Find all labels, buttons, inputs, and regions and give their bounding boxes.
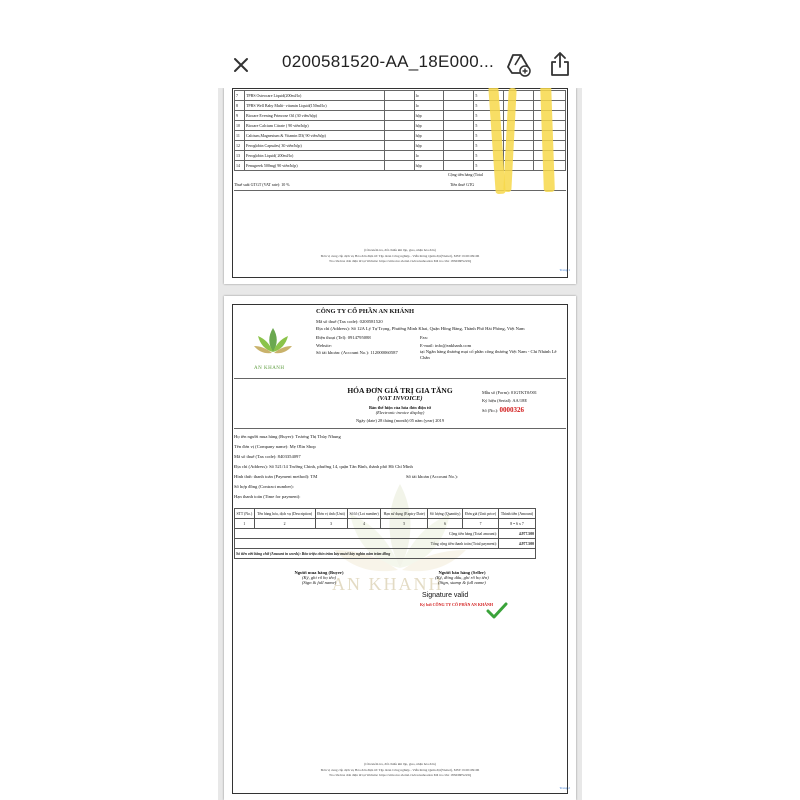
invoice-form: Mẫu số (Form): 01GTKT0/001 — [482, 390, 538, 395]
row-quantity: 5 — [474, 91, 504, 101]
total-amount: 4.977.500 — [498, 539, 535, 549]
row-quantity: 5 — [474, 101, 504, 111]
row-expiry — [444, 111, 474, 121]
row-number: 12 — [235, 141, 245, 151]
column-header: Đơn vị tính (Unit) — [315, 509, 347, 519]
table-words-row — [235, 549, 536, 559]
company-email: E-mail: info@ankhanh.com — [420, 342, 472, 348]
table-row — [235, 161, 566, 171]
invoice-number-label: Số (No.): — [482, 408, 499, 413]
row-expiry — [444, 141, 474, 151]
company-name: CÔNG TY CỔ PHẦN AN KHÁNH — [316, 308, 415, 315]
row-description: TPBS Osteocare Liquid(200ml/lo) — [244, 91, 384, 101]
invoice-page-2 — [224, 296, 576, 800]
row-number: 13 — [235, 151, 245, 161]
row-number: 10 — [235, 121, 245, 131]
display-label-en: (Electronic invoice display) — [375, 410, 425, 415]
row-unit: hộp — [414, 121, 444, 131]
buyer-tax-code: Mã số thuế (Tax code): 8403354097 — [234, 454, 301, 459]
row-unit: hộp — [414, 111, 444, 121]
column-header: Đơn giá (Unit price) — [463, 509, 499, 519]
row-expiry — [444, 161, 474, 171]
buyer-account: Số tài khoản (Account No.): — [406, 474, 458, 479]
add-to-drive-icon[interactable] — [504, 50, 532, 78]
row-quantity: 5 — [474, 151, 504, 161]
company-website: Website: — [316, 342, 332, 348]
row-number: 14 — [235, 161, 245, 171]
seller-sign-title: Người bán hàng (Seller) — [438, 570, 486, 575]
column-header: Số lượng (Quantity) — [427, 509, 462, 519]
row-description: Feroglobin Liquid( 200ml/lo) — [244, 151, 384, 161]
column-index: 3 — [315, 519, 347, 529]
footer-note: (Cần kiểm tra, đối chiếu khi lập, giao, nhận hóa đơn) — [364, 248, 436, 252]
row-unit: hộp — [414, 131, 444, 141]
row-lot — [384, 161, 414, 171]
row-number: 7 — [235, 91, 245, 101]
close-icon[interactable] — [228, 52, 254, 78]
row-lot — [384, 151, 414, 161]
invoice-title: HÓA ĐƠN GIÁ TRỊ GIA TĂNG — [347, 386, 453, 395]
company-info — [316, 318, 566, 360]
items-table — [234, 90, 566, 171]
page-number: Trang 2 — [559, 786, 570, 790]
row-quantity: 5 — [474, 141, 504, 151]
table-row — [235, 121, 566, 131]
divider — [234, 378, 566, 379]
footer-provider: Đơn vị cung cấp dịch vụ Hóa đơn điện tử: Tập đoàn Công nghiệp - Viễn thông Quân đội(Viettel), MST: 0100109106 — [320, 254, 480, 258]
document-viewer[interactable] — [218, 88, 582, 800]
buyer-sign-en: (Sign & full name) — [301, 580, 337, 585]
company-tax-code: Mã số thuế (Tax code): 0200581520 — [316, 319, 383, 324]
company-fax: Fax: — [420, 335, 429, 341]
column-index: 2 — [254, 519, 315, 529]
table-row — [235, 111, 566, 121]
row-quantity: 5 — [474, 121, 504, 131]
column-header: Tên hàng hóa, dịch vụ (Description) — [254, 509, 315, 519]
amount-in-words: Số tiền viết bằng chữ (Amount in words): Bốn triệu chín trăm bảy mươi bảy nghìn năm trăm đồng — [235, 549, 536, 559]
row-quantity: 5 — [474, 111, 504, 121]
row-description: Feroglobin Capsules( 30 viên/hộp) — [244, 141, 384, 151]
column-header: Thành tiền (Amount) — [498, 509, 535, 519]
logo-text: AN KHANH — [254, 366, 285, 371]
row-expiry — [444, 91, 474, 101]
column-index: 7 — [463, 519, 499, 529]
row-quantity: 5 — [474, 161, 504, 171]
top-bar — [0, 0, 800, 88]
row-number: 8 — [235, 101, 245, 111]
table-row — [235, 141, 566, 151]
table-subtotal-row — [235, 529, 536, 539]
row-unit: lo — [414, 151, 444, 161]
seller-sign-vi: (Ký, đóng dấu, ghi rõ họ tên) — [435, 575, 489, 580]
table-row — [235, 151, 566, 161]
invoice-page-1 — [224, 88, 576, 284]
buyer-sign-title: Người mua hàng (Buyer) — [294, 570, 344, 575]
signature-valid: Signature valid — [422, 592, 469, 599]
subtotal-label: Cộng tiền hàng (Total amount): — [235, 529, 499, 539]
row-description: Biocare Calcium Citrate ( 90 viên/hộp) — [244, 121, 384, 131]
row-lot — [384, 121, 414, 131]
contract-number: Số hợp đồng (Contract number): — [234, 484, 294, 489]
subtotal-amount: 4.977.500 — [498, 529, 535, 539]
payment-time: Hạn thanh toán (Time for payment): — [234, 494, 301, 499]
company-phone: Điện thoại (Tel): 0914795088 — [316, 335, 371, 341]
row-description: Calcium,Magnesium & Vitamin D3( 90 viên/hộp) — [244, 131, 384, 141]
row-unit: hộp — [414, 141, 444, 151]
display-label: Bản thể hiện của hóa đơn điện tử — [368, 405, 432, 410]
row-unit: hộp — [414, 161, 444, 171]
file-title: 0200581520-AA_18E000... — [282, 52, 495, 71]
column-index: 8 = 6 x 7 — [498, 519, 535, 529]
company-bank: tại Ngân hàng thương mại cổ phần công thương Việt Nam - Chi Nhánh Lê Chân — [420, 349, 557, 360]
column-index: 4 — [347, 519, 381, 529]
vat-rate-label: Thuế suất GTGT (VAT rate): 10 % — [234, 182, 290, 187]
invoice-date: Ngày (date) 28 tháng (month) 05 năm (year) 2019 — [355, 418, 445, 423]
table-total-row — [235, 539, 536, 549]
footer-note: (Cần kiểm tra, đối chiếu khi lập, giao, nhận hóa đơn) — [364, 762, 436, 766]
total-label: Tổng cộng tiền thanh toán (Total payment): — [235, 539, 499, 549]
invoice-serial: Ký hiệu (Serial): AA/18E — [482, 398, 527, 403]
page-number: Trang 1 — [559, 268, 570, 272]
row-expiry — [444, 131, 474, 141]
seller-sign-en: (Sign, stamp & full name) — [438, 580, 486, 585]
subtotal-label: Cộng tiền hàng (Total — [448, 172, 483, 177]
footer-provider: Đơn vị cung cấp dịch vụ Hóa đơn điện tử: Tập đoàn Công nghiệp - Viễn thông Quân đội(Viettel), MST: 0100109106 — [320, 768, 480, 772]
column-index: 5 — [381, 519, 427, 529]
share-icon[interactable] — [546, 50, 574, 78]
invoice-title-en: (VAT INVOICE) — [377, 395, 423, 402]
column-header: Hạn sử dụng (Expiry Date) — [381, 509, 427, 519]
company-logo-icon — [250, 322, 296, 368]
column-header: STT (No.) — [235, 509, 255, 519]
watermark-text: AN KHANH — [332, 574, 444, 594]
row-lot — [384, 111, 414, 121]
row-number: 9 — [235, 111, 245, 121]
seller-signature — [414, 570, 510, 585]
signed-by: Ký bởi CÔNG TY CỔ PHẦN AN KHÁNH — [420, 602, 493, 607]
row-lot — [384, 101, 414, 111]
row-lot — [384, 141, 414, 151]
row-expiry — [444, 101, 474, 111]
row-lot — [384, 131, 414, 141]
buyer-address: Địa chỉ (Address): Số 521/14 Trường Chinh, phường 14, quận Tân Bình, thành phố Hồ Chí Minh — [234, 464, 413, 469]
company-address: Địa chỉ (Address): Số 12A Lý Tự Trọng, Phường Minh Khai, Quận Hồng Bàng, Thành Phố Hải Phòng, Việt Nam — [316, 325, 525, 331]
footer-lookup: Tra cứu hóa đơn điện tử tại Website: https://sinvoice.viettel.vn/tracuuhoadon Mã tra cứu: 18XD6PS22IQ — [328, 259, 472, 263]
row-unit: lo — [414, 91, 444, 101]
buyer-name: Họ tên người mua hàng (Buyer): Trương Thị Thùy Nhung — [234, 434, 341, 439]
row-description: Fenugreek 500mg( 90 viên/hộp) — [244, 161, 384, 171]
buyer-company: Tên đơn vị (Company name): Mẹ Ơlin Shop — [234, 444, 316, 449]
company-account: Số tài khoản: (Account No.): 112000060587 — [316, 350, 398, 356]
row-number: 11 — [235, 131, 245, 141]
row-expiry — [444, 151, 474, 161]
buyer-sign-vi: (Ký, ghi rõ họ tên) — [301, 575, 337, 580]
row-lot — [384, 91, 414, 101]
buyer-signature — [274, 570, 364, 585]
footer-lookup: Tra cứu hóa đơn điện tử tại Website: https://sinvoice.viettel.vn/tracuuhoadon Mã tra cứu: 18XD6PS22IQ — [328, 773, 472, 777]
row-description: Biocare Evening Primrose Oil (30 viên/hộp) — [244, 111, 384, 121]
table-index-row — [235, 519, 536, 529]
payment-method: Hình thức thanh toán (Payment method): TM — [234, 474, 318, 479]
invoice-number: 0000326 — [499, 406, 524, 414]
divider — [234, 190, 566, 191]
table-row — [235, 131, 566, 141]
column-index: 1 — [235, 519, 255, 529]
checkmark-icon — [486, 602, 508, 620]
row-expiry — [444, 121, 474, 131]
row-quantity: 5 — [474, 131, 504, 141]
row-description: TPBS Well Baby Multi- vitamin Liquid(150ml/lo) — [244, 101, 384, 111]
invoice-table — [234, 508, 536, 559]
column-index: 6 — [427, 519, 462, 529]
row-unit: lo — [414, 101, 444, 111]
table-header-row — [235, 509, 536, 519]
divider — [234, 428, 566, 429]
column-header: Số lô (Lot number) — [347, 509, 381, 519]
vat-amount-label: Tiền thuế GTG — [450, 182, 475, 187]
